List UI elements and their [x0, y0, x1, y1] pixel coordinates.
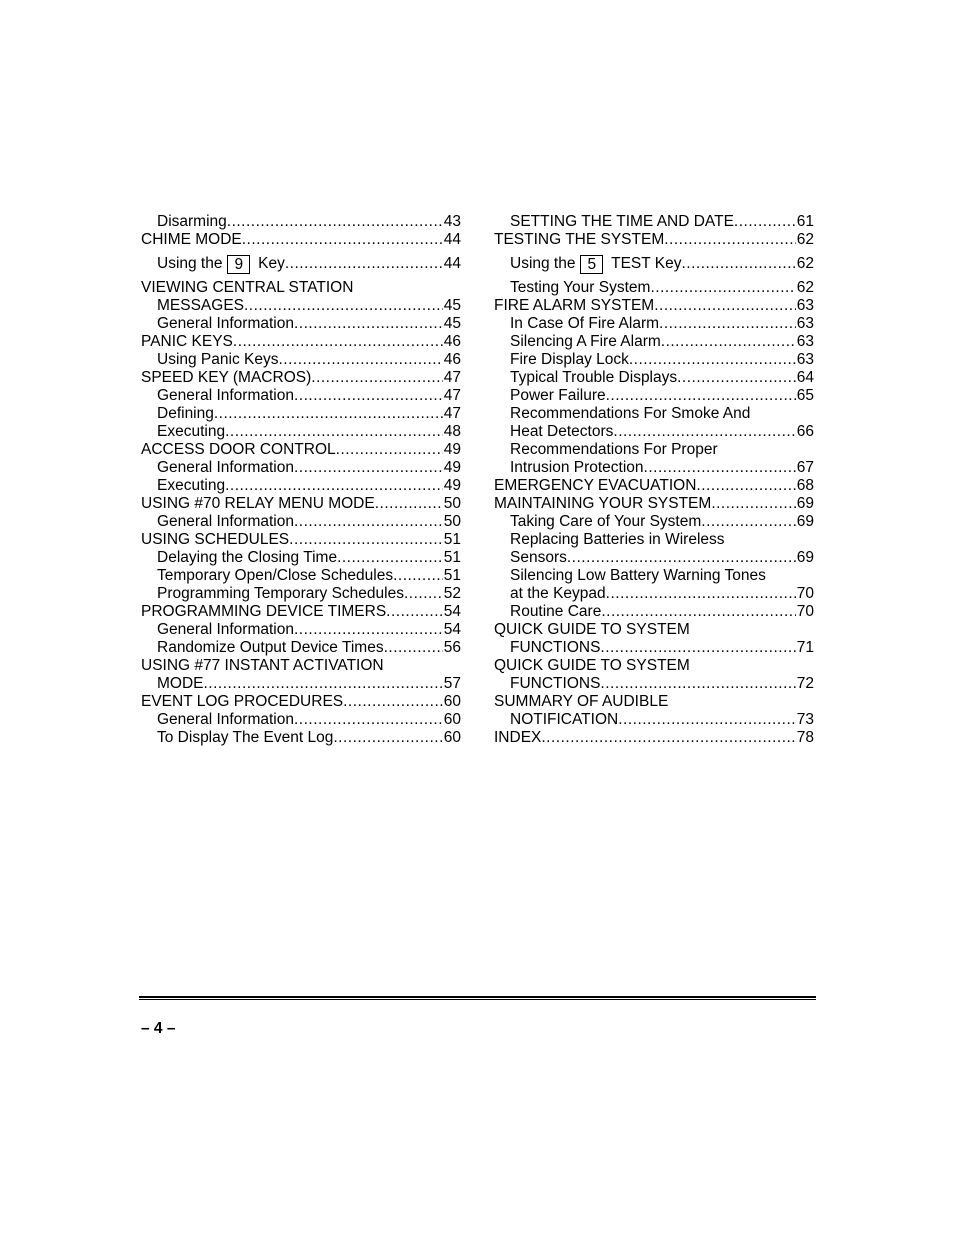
- entry-title: Taking Care of Your System: [510, 513, 702, 530]
- toc-line: [141, 693, 461, 711]
- toc-line: [141, 657, 461, 675]
- toc-entry[interactable]: [141, 513, 461, 531]
- entry-title: General Information: [157, 621, 294, 638]
- toc-entry[interactable]: [494, 387, 814, 405]
- dot-leader: [606, 585, 796, 603]
- toc-entry[interactable]: [141, 657, 461, 693]
- toc-line: [141, 639, 461, 657]
- page-ref: 50: [443, 495, 461, 512]
- dot-leader: [294, 621, 443, 639]
- toc-entry[interactable]: [141, 549, 461, 567]
- toc-line: [494, 249, 814, 279]
- toc-entry[interactable]: [141, 567, 461, 585]
- page-ref: 51: [443, 567, 461, 584]
- toc-line: [494, 621, 814, 639]
- page-ref: 63: [796, 297, 814, 314]
- toc-entry[interactable]: [141, 603, 461, 621]
- entry-title: MAINTAINING YOUR SYSTEM: [494, 495, 712, 512]
- entry-title: VIEWING CENTRAL STATION: [141, 279, 354, 296]
- toc-line: [141, 513, 461, 531]
- page-ref: 47: [443, 405, 461, 422]
- toc-entry[interactable]: [141, 423, 461, 441]
- toc-entry[interactable]: [494, 477, 814, 495]
- toc-entry[interactable]: [141, 621, 461, 639]
- toc-entry[interactable]: [141, 729, 461, 747]
- toc-entry[interactable]: [141, 495, 461, 513]
- entry-title: Randomize Output Device Times: [157, 639, 384, 656]
- entry-title: NOTIFICATION: [510, 711, 619, 728]
- entry-title: Temporary Open/Close Schedules: [157, 567, 394, 584]
- page-ref: 62: [796, 279, 814, 296]
- dot-leader: [681, 255, 795, 273]
- dot-leader: [214, 405, 443, 423]
- toc-entry[interactable]: [494, 315, 814, 333]
- dot-leader: [650, 279, 795, 297]
- page-ref: 57: [443, 675, 461, 692]
- toc-line: [141, 495, 461, 513]
- entry-title: QUICK GUIDE TO SYSTEM: [494, 621, 690, 638]
- page-ref: 52: [443, 585, 461, 602]
- toc-entry[interactable]: [141, 531, 461, 549]
- page-ref: 70: [796, 603, 814, 620]
- toc-line: [494, 315, 814, 333]
- dot-leader: [336, 441, 443, 459]
- dot-leader: [404, 585, 443, 603]
- page-ref: 45: [443, 297, 461, 314]
- dot-leader: [567, 549, 796, 567]
- toc-line: [494, 603, 814, 621]
- page-ref: 69: [796, 495, 814, 512]
- page-ref: 46: [443, 351, 461, 368]
- dot-leader: [311, 369, 442, 387]
- toc-line: [141, 249, 461, 279]
- toc-line: [494, 693, 814, 711]
- toc-entry[interactable]: [494, 405, 814, 441]
- entry-title: Silencing A Fire Alarm: [510, 333, 661, 350]
- entry-title: Testing Your System: [510, 279, 651, 296]
- toc-entry[interactable]: [141, 405, 461, 423]
- toc-entry[interactable]: [141, 249, 461, 279]
- toc-line: [494, 549, 814, 567]
- toc-line: [141, 531, 461, 549]
- toc-line: [494, 729, 814, 747]
- dot-leader: [294, 711, 443, 729]
- page-ref: 78: [796, 729, 814, 746]
- toc-line: [141, 297, 461, 315]
- toc-entry[interactable]: [141, 711, 461, 729]
- entry-title: Intrusion Protection: [510, 459, 644, 476]
- dot-leader: [541, 729, 795, 747]
- page-ref: 49: [443, 459, 461, 476]
- entry-title: Using Panic Keys: [157, 351, 279, 368]
- entry-title: PROGRAMMING DEVICE TIMERS: [141, 603, 387, 620]
- page-ref: 43: [443, 213, 461, 230]
- toc-line: [141, 567, 461, 585]
- entry-title: General Information: [157, 315, 294, 332]
- page-ref: 54: [443, 621, 461, 638]
- dot-leader: [225, 423, 443, 441]
- dot-leader: [696, 477, 795, 495]
- entry-title: FUNCTIONS: [510, 639, 601, 656]
- dot-leader: [225, 477, 443, 495]
- page-ref: 66: [796, 423, 814, 440]
- dot-leader: [294, 459, 443, 477]
- toc-entry[interactable]: [141, 459, 461, 477]
- page-ref: 48: [443, 423, 461, 440]
- dot-leader: [375, 495, 443, 513]
- entry-title: TESTING THE SYSTEM: [494, 231, 665, 248]
- toc-line: [141, 621, 461, 639]
- toc-line: [494, 369, 814, 387]
- entry-title: INDEX: [494, 729, 542, 746]
- toc-line: [141, 549, 461, 567]
- entry-title: MESSAGES: [157, 297, 244, 314]
- toc-line: [141, 279, 461, 297]
- entry-title: SUMMARY OF AUDIBLE: [494, 693, 669, 710]
- toc-line: [494, 387, 814, 405]
- toc-entry[interactable]: [494, 351, 814, 369]
- toc-line: [141, 441, 461, 459]
- dot-leader: [343, 693, 443, 711]
- entry-title: Delaying the Closing Time: [157, 549, 338, 566]
- dot-leader: [384, 639, 443, 657]
- toc-entry[interactable]: [494, 495, 814, 513]
- toc-entry[interactable]: [494, 213, 814, 231]
- page-ref: 65: [796, 387, 814, 404]
- toc-entry[interactable]: [141, 369, 461, 387]
- entry-title: FIRE ALARM SYSTEM: [494, 297, 655, 314]
- toc-line: [141, 231, 461, 249]
- toc-entry[interactable]: [494, 231, 814, 249]
- dot-leader: [294, 513, 443, 531]
- toc-line: [494, 423, 814, 441]
- entry-title: PANIC KEYS: [141, 333, 233, 350]
- page-ref: 44: [443, 255, 461, 272]
- entry-title: Executing: [157, 423, 226, 440]
- dot-leader: [337, 549, 443, 567]
- toc-line: [141, 423, 461, 441]
- dot-leader: [734, 213, 796, 231]
- toc-line: [494, 441, 814, 459]
- entry-title-suffix: TEST Key: [611, 255, 682, 272]
- toc-line: [494, 477, 814, 495]
- page-ref: 46: [443, 333, 461, 350]
- toc-entry[interactable]: [141, 213, 461, 231]
- entry-title: General Information: [157, 459, 294, 476]
- toc-line: [141, 315, 461, 333]
- toc-line: [494, 513, 814, 531]
- toc-line: [141, 585, 461, 603]
- toc-line: [141, 387, 461, 405]
- toc-entry[interactable]: [494, 693, 814, 729]
- toc-line: [494, 297, 814, 315]
- toc-line: [141, 477, 461, 495]
- entry-title: Using the: [510, 255, 576, 272]
- entry-title: SPEED KEY (MACROS): [141, 369, 312, 386]
- entry-title: Fire Display Lock: [510, 351, 629, 368]
- entry-title: Disarming: [157, 213, 227, 230]
- entry-title: QUICK GUIDE TO SYSTEM: [494, 657, 690, 674]
- dot-leader: [600, 675, 795, 693]
- dot-leader: [613, 423, 795, 441]
- toc-right-column: [494, 213, 814, 747]
- page-ref: 67: [796, 459, 814, 476]
- dot-leader: [701, 513, 795, 531]
- toc-entry[interactable]: [494, 333, 814, 351]
- keypad-key: 9: [227, 255, 250, 274]
- entry-title: Sensors: [510, 549, 567, 566]
- toc-line: [494, 657, 814, 675]
- page-ref: 62: [796, 231, 814, 248]
- toc-entry[interactable]: [494, 531, 814, 567]
- toc-entry[interactable]: [494, 657, 814, 693]
- page-ref: 63: [796, 315, 814, 332]
- page-ref: 64: [796, 369, 814, 386]
- toc-entry[interactable]: [141, 351, 461, 369]
- toc-entry[interactable]: [494, 369, 814, 387]
- toc-line: [141, 711, 461, 729]
- entry-title: In Case Of Fire Alarm: [510, 315, 660, 332]
- toc-entry[interactable]: [141, 231, 461, 249]
- page-ref: 69: [796, 549, 814, 566]
- entry-title: Silencing Low Battery Warning Tones: [510, 567, 766, 584]
- toc-entry[interactable]: [494, 441, 814, 477]
- entry-title: To Display The Event Log: [157, 729, 334, 746]
- page-ref: 61: [796, 213, 814, 230]
- entry-title: ACCESS DOOR CONTROL: [141, 441, 336, 458]
- toc-entry[interactable]: [494, 603, 814, 621]
- page-ref: 72: [796, 675, 814, 692]
- toc-entry[interactable]: [141, 693, 461, 711]
- dot-leader: [333, 729, 442, 747]
- dot-leader: [294, 387, 443, 405]
- toc-line: [494, 585, 814, 603]
- toc-left-column: [141, 213, 461, 747]
- dot-leader: [664, 231, 796, 249]
- toc-entry[interactable]: [141, 639, 461, 657]
- toc-entry[interactable]: [141, 585, 461, 603]
- toc-line: [494, 405, 814, 423]
- entry-title: General Information: [157, 711, 294, 728]
- entry-title: Power Failure: [510, 387, 606, 404]
- toc-entry[interactable]: [141, 315, 461, 333]
- dot-leader: [278, 351, 442, 369]
- toc-entry[interactable]: [494, 297, 814, 315]
- entry-title: USING SCHEDULES: [141, 531, 290, 548]
- dot-leader: [386, 603, 443, 621]
- dot-leader: [244, 297, 443, 315]
- toc-entry[interactable]: [141, 333, 461, 351]
- entry-title: General Information: [157, 513, 294, 530]
- toc-line: [141, 405, 461, 423]
- entry-title: Recommendations For Proper: [510, 441, 718, 458]
- toc-entry[interactable]: [141, 387, 461, 405]
- toc-line: [494, 333, 814, 351]
- page-ref: 60: [443, 693, 461, 710]
- toc-line: [141, 213, 461, 231]
- toc-entry[interactable]: [494, 567, 814, 603]
- toc-line: [494, 567, 814, 585]
- page-ref: 63: [796, 333, 814, 350]
- dot-leader: [659, 315, 796, 333]
- entry-title: EMERGENCY EVACUATION: [494, 477, 697, 494]
- page-ref: 49: [443, 441, 461, 458]
- toc-line: [494, 213, 814, 231]
- toc-line: [494, 531, 814, 549]
- toc-entry[interactable]: [141, 441, 461, 459]
- page-ref: 68: [796, 477, 814, 494]
- toc-line: [494, 279, 814, 297]
- toc-line: [141, 729, 461, 747]
- toc-line: [141, 459, 461, 477]
- toc-entry[interactable]: [494, 513, 814, 531]
- page-ref: 56: [443, 639, 461, 656]
- page-ref: 47: [443, 369, 461, 386]
- dot-leader: [618, 711, 796, 729]
- entry-title-suffix: Key: [258, 255, 285, 272]
- page-ref: 60: [443, 711, 461, 728]
- entry-title: Typical Trouble Displays: [510, 369, 678, 386]
- dot-leader: [629, 351, 796, 369]
- entry-title: Executing: [157, 477, 226, 494]
- dot-leader: [661, 333, 796, 351]
- page-ref: 60: [443, 729, 461, 746]
- entry-title: CHIME MODE: [141, 231, 242, 248]
- page-ref: 69: [796, 513, 814, 530]
- dot-leader: [654, 297, 796, 315]
- page-number: – 4 –: [141, 1020, 176, 1037]
- page-ref: 70: [796, 585, 814, 602]
- entry-title: at the Keypad: [510, 585, 606, 602]
- page-ref: 50: [443, 513, 461, 530]
- page-ref: 45: [443, 315, 461, 332]
- dot-leader: [606, 387, 796, 405]
- entry-title: USING #77 INSTANT ACTIVATION: [141, 657, 384, 674]
- toc-entry[interactable]: [494, 729, 814, 747]
- toc-line: [141, 675, 461, 693]
- toc-line: [141, 351, 461, 369]
- toc-line: [494, 711, 814, 729]
- toc-line: [141, 333, 461, 351]
- page-ref: 47: [443, 387, 461, 404]
- toc-line: [494, 459, 814, 477]
- page-ref: 51: [443, 549, 461, 566]
- dot-leader: [711, 495, 795, 513]
- entry-title: Using the: [157, 255, 223, 272]
- keypad-key: 5: [580, 255, 603, 274]
- toc-entry[interactable]: [141, 477, 461, 495]
- entry-title: Replacing Batteries in Wireless: [510, 531, 725, 548]
- dot-leader: [294, 315, 443, 333]
- toc-entry[interactable]: [494, 621, 814, 657]
- page-ref: 49: [443, 477, 461, 494]
- toc-line: [494, 675, 814, 693]
- page-ref: 63: [796, 351, 814, 368]
- toc-line: [494, 639, 814, 657]
- entry-title: General Information: [157, 387, 294, 404]
- toc-line: [494, 231, 814, 249]
- entry-title: Heat Detectors: [510, 423, 614, 440]
- page-ref: 44: [443, 231, 461, 248]
- page-ref: 51: [443, 531, 461, 548]
- entry-title: EVENT LOG PROCEDURES: [141, 693, 344, 710]
- entry-title: MODE: [157, 675, 204, 692]
- toc-line: [141, 369, 461, 387]
- toc-entry[interactable]: [494, 279, 814, 297]
- entry-title: FUNCTIONS: [510, 675, 601, 692]
- dot-leader: [600, 639, 795, 657]
- entry-title: Routine Care: [510, 603, 602, 620]
- dot-leader: [677, 369, 796, 387]
- footer-rule: [139, 996, 816, 1000]
- entry-title: SETTING THE TIME AND DATE: [510, 213, 734, 230]
- entry-title: USING #70 RELAY MENU MODE: [141, 495, 375, 512]
- toc-line: [494, 351, 814, 369]
- dot-leader: [204, 675, 443, 693]
- toc-entry[interactable]: [494, 249, 814, 279]
- dot-leader: [601, 603, 795, 621]
- toc-line: [141, 603, 461, 621]
- page-ref: 73: [796, 711, 814, 728]
- page-ref: 71: [796, 639, 814, 656]
- dot-leader: [644, 459, 796, 477]
- toc-entry[interactable]: [141, 279, 461, 315]
- page-ref: 54: [443, 603, 461, 620]
- entry-title: Programming Temporary Schedules: [157, 585, 404, 602]
- page-ref: 62: [796, 255, 814, 272]
- dot-leader: [393, 567, 443, 585]
- dot-leader: [289, 531, 443, 549]
- dot-leader: [233, 333, 443, 351]
- dot-leader: [285, 255, 443, 273]
- entry-title: Defining: [157, 405, 214, 422]
- toc-line: [494, 495, 814, 513]
- entry-title: Recommendations For Smoke And: [510, 405, 751, 422]
- dot-leader: [227, 213, 443, 231]
- dot-leader: [242, 231, 443, 249]
